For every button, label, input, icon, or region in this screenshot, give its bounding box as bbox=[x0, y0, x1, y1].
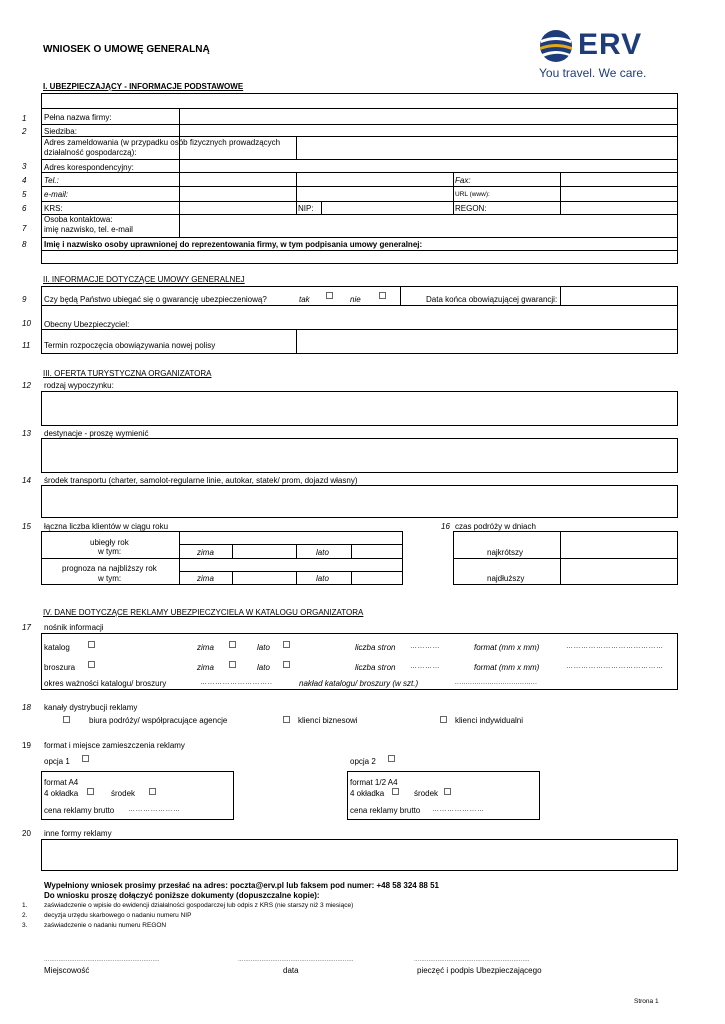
row-number: 5 bbox=[22, 190, 27, 199]
other-forms-field[interactable] bbox=[41, 839, 678, 871]
option1-label: opcja 1 bbox=[44, 757, 70, 766]
format-dots: ………………………………… bbox=[566, 663, 664, 670]
option2-checkbox[interactable] bbox=[388, 755, 395, 762]
reg-address-label-2: działalność gospodarczą): bbox=[44, 148, 137, 157]
no-label: nie bbox=[350, 295, 361, 304]
row-number: 12 bbox=[22, 381, 31, 390]
date-label: data bbox=[283, 966, 299, 975]
attach-item: zaświadczenie o nadaniu numeru REGON bbox=[44, 922, 167, 929]
place-label: Miejscowość bbox=[44, 966, 90, 975]
nip-label: NIP: bbox=[298, 204, 314, 213]
format-a4-label: format A4 bbox=[44, 778, 79, 787]
circulation-label: nakład katalogu/ broszury (w szt.) bbox=[299, 679, 419, 688]
transport-label: środek transportu (charter, samolot-regularne linie, autokar, statek/ prom, dojazd własny) bbox=[44, 476, 358, 485]
forecast-sub: w tym: bbox=[98, 574, 122, 583]
validity-dots: ……………………….. bbox=[200, 679, 273, 686]
fax-label: Fax: bbox=[455, 176, 471, 185]
forecast-label: prognoza na najbliższy rok bbox=[62, 564, 157, 573]
authorized-person-label: Imię i nazwisko osoby uprawnionej do reprezentowania firmy, w tym podpisania umowy generalnej: bbox=[44, 240, 423, 249]
brochure-checkbox[interactable] bbox=[88, 661, 95, 668]
attach-item-number: 3. bbox=[22, 922, 28, 929]
stamp-label: pieczęć i podpis Ubezpieczającego bbox=[417, 966, 542, 975]
row-number: 3 bbox=[22, 162, 27, 171]
individual-checkbox[interactable] bbox=[440, 716, 447, 723]
guarantee-no-checkbox[interactable] bbox=[379, 292, 386, 299]
business-checkbox[interactable] bbox=[283, 716, 290, 723]
a4-middle-checkbox[interactable] bbox=[149, 788, 156, 795]
cover4-label: 4 okładka bbox=[44, 789, 79, 798]
catalog-winter-checkbox[interactable] bbox=[229, 641, 236, 648]
attach-instructions: Do wniosku proszę dołączyć poniższe dokumenty (dopuszczalne kopie): bbox=[44, 891, 320, 900]
signature-dots: ................................................................ bbox=[414, 956, 530, 963]
row-number: 8 bbox=[22, 240, 27, 249]
circulation-dots: ...................................... bbox=[455, 680, 538, 686]
globe-icon bbox=[538, 28, 574, 64]
attach-item: decyzja urzędu skarbowego o nadaniu numeru NIP bbox=[44, 912, 192, 919]
section-1-title: I. UBEZPIECZAJĄCY - INFORMACJE PODSTAWOWE bbox=[43, 82, 244, 91]
company-name-label: Pełna nazwa firmy: bbox=[44, 113, 112, 122]
half-middle-checkbox[interactable] bbox=[444, 788, 451, 795]
email-label: e-mail: bbox=[44, 190, 69, 199]
tel-label: Tel.: bbox=[44, 176, 59, 185]
summer-label: lato bbox=[316, 574, 329, 583]
catalog-summer-checkbox[interactable] bbox=[283, 641, 290, 648]
row-number: 16 bbox=[441, 522, 450, 531]
guarantee-yes-checkbox[interactable] bbox=[326, 292, 333, 299]
last-year-label: ubiegły rok bbox=[90, 538, 129, 547]
row-number: 17 bbox=[22, 623, 31, 632]
individual-label: klienci indywidualni bbox=[455, 716, 524, 725]
row-number: 2 bbox=[22, 127, 27, 136]
contact-label-2: imię nazwisko, tel. e-mail bbox=[44, 225, 133, 234]
longest-label: najdłuższy bbox=[487, 574, 525, 583]
pages-label: liczba stron bbox=[355, 663, 396, 672]
section-4-title: IV. DANE DOTYCZĄCE REKLAMY UBEZPIECZYCIELA W KATALOGU ORGANIZATORA bbox=[43, 608, 364, 617]
row-number: 11 bbox=[22, 341, 31, 350]
winter-label: zima bbox=[197, 574, 214, 583]
attach-item: zaświadczenie o wpisie do ewidencji działalności gospodarczej lub odpis z KRS (nie starszy niż 3 miesiące) bbox=[44, 902, 354, 909]
row-number: 1 bbox=[22, 114, 27, 123]
trip-type-label: rodzaj wypoczynku: bbox=[44, 381, 114, 390]
summer-label: lato bbox=[257, 643, 270, 652]
seat-label: Siedziba: bbox=[44, 127, 77, 136]
attach-item-number: 1. bbox=[22, 902, 28, 909]
row-number: 4 bbox=[22, 176, 27, 185]
row-number: 15 bbox=[22, 522, 31, 531]
destinations-field[interactable] bbox=[41, 438, 678, 473]
row-number: 6 bbox=[22, 204, 27, 213]
logo-tagline: You travel. We care. bbox=[539, 66, 647, 80]
row-number: 18 bbox=[22, 703, 31, 712]
other-forms-label: inne formy reklamy bbox=[44, 829, 112, 838]
winter-label: zima bbox=[197, 663, 214, 672]
row-number: 10 bbox=[22, 319, 31, 328]
row-number: 9 bbox=[22, 295, 27, 304]
krs-label: KRS: bbox=[44, 204, 63, 213]
gross-price-label: cena reklamy brutto bbox=[350, 806, 421, 815]
option2-label: opcja 2 bbox=[350, 757, 376, 766]
catalog-checkbox[interactable] bbox=[88, 641, 95, 648]
format-label: format (mm x mm) bbox=[474, 663, 540, 672]
agencies-label: biura podróży/ współpracujące agencje bbox=[89, 716, 228, 725]
contact-label: Osoba kontaktowa: bbox=[44, 215, 113, 224]
row-number: 19 bbox=[22, 741, 31, 750]
guarantee-question: Czy będą Państwo ubiegać się o gwarancję ubezpieczeniową? bbox=[44, 295, 267, 304]
erv-logo bbox=[536, 26, 666, 82]
destinations-label: destynacje - proszę wymienić bbox=[44, 429, 149, 438]
cover4-label: 4 okładka bbox=[350, 789, 385, 798]
medium-label: nośnik informacji bbox=[44, 623, 104, 632]
regon-label: REGON: bbox=[455, 204, 487, 213]
logo-brand: ERV bbox=[578, 28, 643, 61]
brochure-summer-checkbox[interactable] bbox=[283, 661, 290, 668]
yes-label: tak bbox=[299, 295, 310, 304]
price-dots: ………………… bbox=[432, 806, 485, 813]
agencies-checkbox[interactable] bbox=[63, 716, 70, 723]
middle-label: środek bbox=[111, 789, 136, 798]
clients-label: łączna liczba klientów w ciągu roku bbox=[44, 522, 169, 531]
summer-label: lato bbox=[316, 548, 329, 557]
brochure-label: broszura bbox=[44, 663, 76, 672]
format-half-a4-label: format 1/2 A4 bbox=[350, 778, 398, 787]
last-year-sub: w tym: bbox=[98, 547, 122, 556]
attach-item-number: 2. bbox=[22, 912, 28, 919]
price-dots: ………………… bbox=[128, 806, 181, 813]
channels-label: kanały dystrybucji reklamy bbox=[44, 703, 138, 712]
pages-dots: ………… bbox=[410, 663, 440, 670]
transport-field[interactable] bbox=[41, 485, 678, 518]
business-label: klienci biznesowi bbox=[298, 716, 358, 725]
section-2-title: II. INFORMACJE DOTYCZĄCE UMOWY GENERALNEJ bbox=[43, 275, 245, 284]
half-cover4-checkbox[interactable] bbox=[392, 788, 399, 795]
send-instructions: Wypełniony wniosek prosimy przesłać na adres: poczta@erv.pl lub faksem pod numer: +48 58 324 88 51 bbox=[44, 881, 439, 890]
current-insurer-label: Obecny Ubezpieczyciel: bbox=[44, 320, 130, 329]
signature-dots: ................................................................ bbox=[44, 956, 160, 963]
brochure-winter-checkbox[interactable] bbox=[229, 661, 236, 668]
row-number: 7 bbox=[22, 224, 27, 233]
row-number: 14 bbox=[22, 476, 31, 485]
trip-type-field[interactable] bbox=[41, 391, 678, 426]
pages-label: liczba stron bbox=[355, 643, 396, 652]
signature-dots: ................................................................ bbox=[238, 956, 354, 963]
row-number: 20 bbox=[22, 829, 31, 838]
option1-checkbox[interactable] bbox=[82, 755, 89, 762]
shortest-label: najkrótszy bbox=[487, 548, 524, 557]
catalog-label: katalog bbox=[44, 643, 70, 652]
section-1-table bbox=[41, 93, 678, 264]
summer-label: lato bbox=[257, 663, 270, 672]
page-number: Strona 1 bbox=[634, 998, 659, 1005]
placement-label: format i miejsce zamieszczenia reklamy bbox=[44, 741, 185, 750]
document-title: WNIOSEK O UMOWĘ GENERALNĄ bbox=[43, 44, 210, 55]
row-number: 13 bbox=[22, 429, 31, 438]
reg-address-label: Adres zameldowania (w przypadku osób fizycznych prowadzących bbox=[44, 138, 281, 147]
format-label: format (mm x mm) bbox=[474, 643, 540, 652]
a4-cover4-checkbox[interactable] bbox=[87, 788, 94, 795]
winter-label: zima bbox=[197, 548, 214, 557]
policy-start-label: Termin rozpoczęcia obowiązywania nowej polisy bbox=[44, 341, 216, 350]
pages-dots: ………… bbox=[410, 643, 440, 650]
url-label: URL (www): bbox=[455, 191, 490, 198]
middle-label: środek bbox=[414, 789, 439, 798]
corr-address-label: Adres korespondencyjny: bbox=[44, 163, 134, 172]
section-3-title: III. OFERTA TURYSTYCZNA ORGANIZATORA bbox=[43, 369, 212, 378]
duration-label: czas podróży w dniach bbox=[455, 522, 536, 531]
winter-label: zima bbox=[197, 643, 214, 652]
validity-label: okres ważności katalogu/ broszury bbox=[44, 679, 167, 688]
format-dots: ………………………………… bbox=[566, 643, 664, 650]
guarantee-end-label: Data końca obowiązującej gwarancji: bbox=[426, 295, 558, 304]
gross-price-label: cena reklamy brutto bbox=[44, 806, 115, 815]
